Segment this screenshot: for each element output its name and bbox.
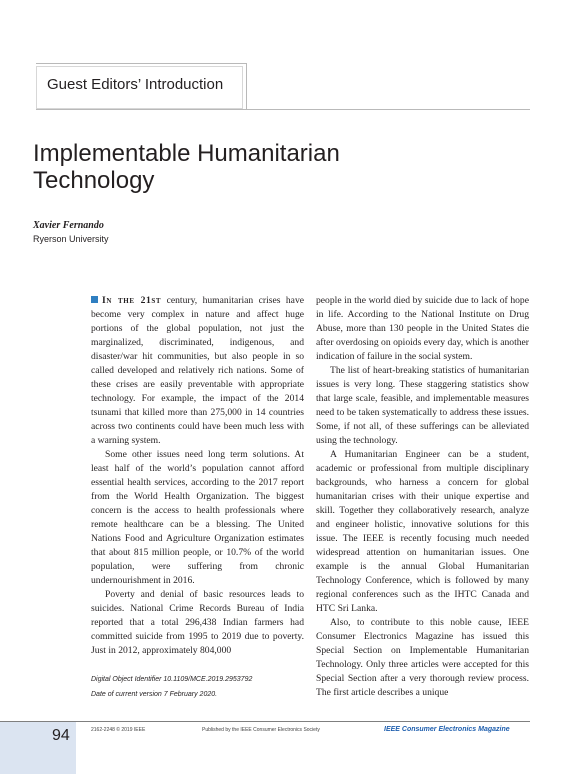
publisher-line: Published by the IEEE Consumer Electronics Society bbox=[202, 727, 320, 733]
magazine-name: IEEE Consumer Electronics Magazine bbox=[384, 726, 510, 733]
paragraph-text: century, humanitarian crises have become very complex in nature and affect huge portions of the global population, not just the marginalized, discriminated, indigenous, and disaster/war hit communities, but also people in so called developed and relatively rich nations. Some of these crises are easily preventable with appropriate technology. For example, the impact of the 2014 tsunami that killed more than 275,000 in 14 countries across two continents could have been much less with a warning system. bbox=[91, 295, 304, 446]
footer-rule bbox=[0, 721, 530, 722]
body-column-left bbox=[91, 294, 304, 658]
doi-block bbox=[91, 672, 252, 702]
author-name: Xavier Fernando bbox=[33, 220, 104, 231]
lead-in: In the 21st bbox=[102, 295, 162, 306]
issn-copyright: 2162-2248 © 2019 IEEE bbox=[91, 727, 146, 733]
paragraph: Poverty and denial of basic resources leads to suicides. National Crime Records Bureau of India reported that a total 296,438 Indian farmers had committed suicide from 1995 to 2019 due to poverty. Just in 2012, approximately 804,000 bbox=[91, 589, 304, 656]
header-rule bbox=[36, 109, 530, 110]
article-title bbox=[33, 140, 453, 194]
body-column-right bbox=[316, 294, 529, 700]
author-affiliation: Ryerson University bbox=[33, 234, 109, 244]
paragraph: Some other issues need long term solutions. At least half of the world’s population cannot afford essential health services, according to the 2017 report from the World Health Organization. The biggest concern is the access to health professionals where remote healthcare can be a blessing. The United Nations Food and Agriculture Organization estimates that about 815 million people, or 10.7% of the world population, were suffering from chronic undernourishment in 2016. bbox=[91, 449, 304, 586]
paragraph: people in the world died by suicide due to lack of hope in life. According to the National Institute on Drug Abuse, more than 130 people in the United States die after overdosing on opioids every day, which is another indication of failure in the social system. bbox=[316, 295, 529, 362]
paragraph: The list of heart-breaking statistics of humanitarian issues is very long. These staggering statistics show that large scale, feasible, and implementable measures need to be taken systematically to address these issues. Some, if not all, of these sufferings can be alleviated using the technology. bbox=[316, 365, 529, 446]
section-label: Guest Editors’ Introduction bbox=[47, 76, 224, 93]
version-date: Date of current version 7 February 2020. bbox=[91, 691, 218, 698]
page-number: 94 bbox=[52, 727, 70, 744]
doi: Digital Object Identifier 10.1109/MCE.2019.2953792 bbox=[91, 676, 253, 683]
article-title-line2: Technology bbox=[33, 167, 155, 194]
paragraph: A Humanitarian Engineer can be a student, academic or professional from multiple disciplinary backgrounds, who harness a concern for global humanitarian crises with their unique expertise and skill. Together they collaboratively research, analyze and engineer holistic, innovative solutions for this issue. The IEEE is recently focusing much needed widespread attention on humanitarian issues. One example is the annual Global Humanitarian Technology Conference, which is followed by many regional conferences such as the IHTC Canada and HTC Sri Lanka. bbox=[316, 449, 529, 614]
paragraph-marker-icon bbox=[91, 296, 98, 303]
paragraph: Also, to contribute to this noble cause, IEEE Consumer Electronics Magazine has issued this Special Section on Implementable Humanitarian Technology. Only three articles were accepted for this Special Section after a very thorough review process. The first article describes a unique bbox=[316, 617, 529, 698]
paragraph bbox=[91, 294, 304, 448]
article-title-line1: Implementable Humanitarian bbox=[33, 140, 340, 167]
